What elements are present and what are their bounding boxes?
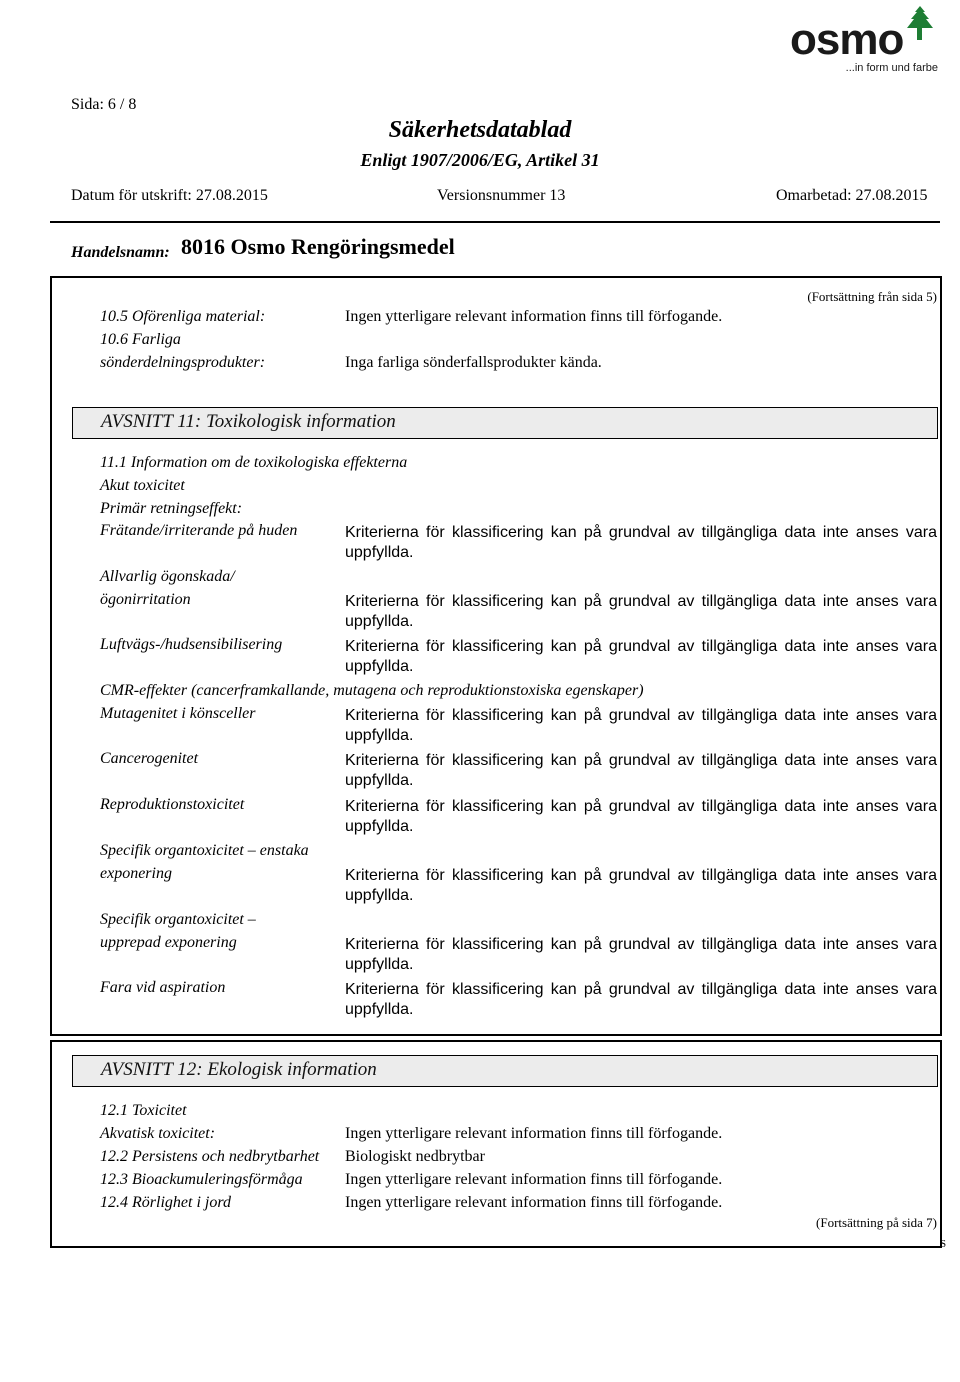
decomposition-label-line1: 10.6 Farliga [100, 331, 181, 348]
stot-single-criteria-cont: uppfyllda. [345, 887, 414, 904]
trade-name: 8016 Osmo Rengöringsmedel [181, 234, 455, 259]
sensitisation-label: Luftvägs-/hudsensibilisering [100, 636, 283, 653]
aspiration-criteria-cont: uppfyllda. [345, 1001, 414, 1018]
cmr-effects-heading: CMR-effekter (cancerframkallande, mutagena och reproduktionstoxiska egenskaper) [100, 682, 644, 699]
reproductive-toxicity-criteria-cont: uppfyllda. [345, 818, 414, 835]
section-11-title: AVSNITT 11: Toxikologisk information [101, 411, 396, 432]
tree-icon [898, 4, 940, 46]
aspiration-label: Fara vid aspiration [100, 979, 226, 996]
trade-name-label: Handelsnamn: [71, 244, 170, 261]
carcinogenicity-criteria-cont: uppfyllda. [345, 772, 414, 789]
mutagenicity-criteria: Kriterierna för klassificering kan på grundval av tillgängliga data inte anses vara [345, 707, 937, 724]
soil-mobility-value: Ingen ytterligare relevant information finns till förfogande. [345, 1194, 723, 1211]
eye-criteria-cont: uppfyllda. [345, 613, 414, 630]
reproductive-toxicity-label: Reproduktionstoxicitet [100, 796, 245, 813]
stot-single-criteria: Kriterierna för klassificering kan på grundval av tillgängliga data inte anses vara [345, 867, 937, 884]
page-number: Sida: 6 / 8 [71, 96, 137, 113]
incompatible-materials-label: 10.5 Oförenliga material: [100, 308, 266, 325]
section-11-heading [72, 407, 938, 439]
acute-toxicity: Akut toxicitet [100, 477, 185, 494]
sensitisation-criteria-cont: uppfyllda. [345, 658, 414, 675]
eye-damage-label-line1: Allvarlig ögonskada/ [100, 568, 235, 585]
mutagenicity-criteria-cont: uppfyllda. [345, 727, 414, 744]
mutagenicity-label: Mutagenitet i könsceller [100, 705, 256, 722]
carcinogenicity-criteria: Kriterierna för klassificering kan på grundval av tillgängliga data inte anses vara [345, 752, 937, 769]
continuation-from: (Fortsättning från sida 5) [807, 289, 937, 304]
logo-wordmark: osmo [790, 15, 904, 64]
stot-repeated-label-line1: Specifik organtoxicitet – [100, 911, 256, 928]
skin-criteria: Kriterierna för klassificering kan på grundval av tillgängliga data inte anses vara [345, 524, 937, 541]
decomposition-value: Inga farliga sönderfallsprodukter kända. [345, 354, 602, 371]
stot-repeated-criteria-cont: uppfyllda. [345, 956, 414, 973]
bioaccumulation-value: Ingen ytterligare relevant information finns till förfogande. [345, 1171, 723, 1188]
document-title: Säkerhetsdatablad [388, 117, 572, 143]
revised-date: Omarbetad: 27.08.2015 [776, 187, 928, 204]
eye-criteria: Kriterierna för klassificering kan på grundval av tillgängliga data inte anses vara [345, 593, 937, 610]
header-divider [50, 221, 940, 223]
aquatic-toxicity-label: Akvatisk toxicitet: [100, 1125, 216, 1142]
primary-irritation: Primär retningseffekt: [100, 500, 243, 517]
tox-effects-subheading: 11.1 Information om de toxikologiska effekterna [100, 454, 408, 471]
print-date: Datum för utskrift: 27.08.2015 [71, 187, 268, 204]
persistence-label: 12.2 Persistens och nedbrytbarhet [100, 1148, 320, 1165]
sensitisation-criteria: Kriterierna för klassificering kan på grundval av tillgängliga data inte anses vara [345, 638, 937, 655]
stot-repeated-criteria: Kriterierna för klassificering kan på grundval av tillgängliga data inte anses vara [345, 936, 937, 953]
bioaccumulation-label: 12.3 Bioackumuleringsförmåga [100, 1171, 303, 1188]
incompatible-materials-value: Ingen ytterligare relevant information finns till förfogande. [345, 308, 723, 325]
decomposition-label-line2: sönderdelningsprodukter: [100, 354, 266, 371]
stot-single-label-line2: exponering [100, 865, 172, 882]
persistence-value: Biologiskt nedbrytbar [345, 1148, 485, 1165]
aspiration-criteria: Kriterierna för klassificering kan på grundval av tillgängliga data inte anses vara [345, 981, 937, 998]
section-12-title: AVSNITT 12: Ekologisk information [101, 1059, 377, 1080]
aquatic-toxicity-value: Ingen ytterligare relevant information finns till förfogande. [345, 1125, 723, 1142]
skin-criteria-cont: uppfyllda. [345, 544, 414, 561]
logo-tagline: ...in form und farbe [845, 62, 938, 74]
stot-single-label-line1: Specifik organtoxicitet – enstaka [100, 842, 309, 859]
reproductive-toxicity-criteria: Kriterierna för klassificering kan på grundval av tillgängliga data inte anses vara [345, 798, 937, 815]
osmo-logo [790, 4, 940, 76]
document-subtitle: Enligt 1907/2006/EG, Artikel 31 [360, 150, 600, 170]
toxicity-subheading: 12.1 Toxicitet [100, 1102, 187, 1119]
skin-corrosion-label: Frätande/irriterande på huden [100, 522, 298, 539]
carcinogenicity-label: Cancerogenitet [100, 750, 199, 767]
footer-mark: S [940, 1238, 947, 1250]
continuation-to: (Fortsättning på sida 7) [816, 1215, 937, 1230]
section-12-heading [72, 1055, 938, 1087]
eye-damage-label-line2: ögonirritation [100, 591, 191, 608]
stot-repeated-label-line2: upprepad exponering [100, 934, 237, 951]
soil-mobility-label: 12.4 Rörlighet i jord [100, 1194, 231, 1211]
version-number: Versionsnummer 13 [437, 187, 566, 204]
